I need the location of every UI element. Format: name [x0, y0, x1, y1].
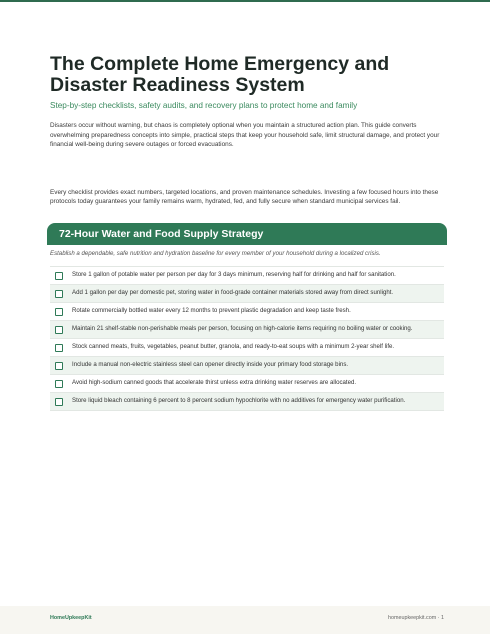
checklist-item-text: Maintain 21 shelf-stable non-perishable meals per person, focusing on high-calorie items requiring no boiling water or cooking.: [72, 324, 413, 332]
checkbox[interactable]: [55, 290, 63, 298]
checklist-item-text: Add 1 gallon per day per domestic pet, storing water in food-grade container materials stored away from direct sunlight.: [72, 288, 394, 296]
document-subtitle: Step-by-step checklists, safety audits, and recovery plans to protect home and family: [50, 101, 358, 110]
checklist-item: [50, 338, 444, 356]
page-footer: [0, 606, 490, 634]
checklist-item: [50, 266, 444, 284]
checklist-item: [50, 374, 444, 392]
section-heading: 72-Hour Water and Food Supply Strategy: [47, 223, 447, 245]
checkbox[interactable]: [55, 344, 63, 352]
section-description: Establish a dependable, safe nutrition and hydration baseline for every member of your household during a localized crisis.: [50, 249, 381, 257]
checklist-item: [50, 284, 444, 302]
checklist-item: [50, 320, 444, 338]
top-rule: [0, 0, 490, 2]
checklist-item: [50, 356, 444, 374]
checklist-item-text: Stock canned meats, fruits, vegetables, peanut butter, granola, and ready-to-eat soups with a minimum 2-year shelf life.: [72, 342, 395, 350]
checklist-item: [50, 392, 444, 411]
footer-page-reference: homeupkeepkit.com · 1: [387, 615, 444, 621]
intro-paragraph-2: Every checklist provides exact numbers, targeted locations, and proven maintenance schedules. Investing a few focused hours into these protocols today guarantees your family remains warm, hydrated, fed, and fully secure when standard municipal services fail.: [50, 188, 439, 206]
checklist-item: [50, 302, 444, 320]
checkbox[interactable]: [55, 326, 63, 334]
checkbox[interactable]: [55, 380, 63, 388]
checkbox[interactable]: [55, 272, 63, 280]
intro-paragraph: Disasters occur without warning, but chaos is completely optional when you maintain a structured action plan. This guide converts overwhelming preparedness concepts into simple, practical steps that keep your household safe, limit structural damage, and protect your financial well-being during severe outages or forced evacuations.: [50, 122, 440, 149]
footer-brand: HomeUpkeepKit: [50, 615, 92, 621]
checklist-item-text: Avoid high-sodium canned goods that accelerate thirst unless extra drinking water reserves are allocated.: [72, 378, 357, 386]
checklist: [50, 266, 444, 411]
page-content: [50, 54, 444, 411]
checkbox[interactable]: [55, 308, 63, 316]
checklist-item-text: Store 1 gallon of potable water per person per day for 3 days minimum, reserving half for drinking and half for sanitation.: [72, 270, 396, 278]
checkbox[interactable]: [55, 398, 63, 406]
checklist-item-text: Include a manual non-electric stainless steel can opener directly inside your primary food storage bins.: [72, 360, 349, 368]
checklist-item-text: Store liquid bleach containing 6 percent to 8 percent sodium hypochlorite with no additives for emergency water purification.: [72, 396, 406, 404]
checkbox[interactable]: [55, 362, 63, 370]
document-title: The Complete Home Emergency and Disaster Readiness System: [50, 53, 390, 96]
checklist-item-text: Rotate commercially bottled water every 12 months to prevent plastic degradation and keep taste fresh.: [72, 306, 351, 314]
